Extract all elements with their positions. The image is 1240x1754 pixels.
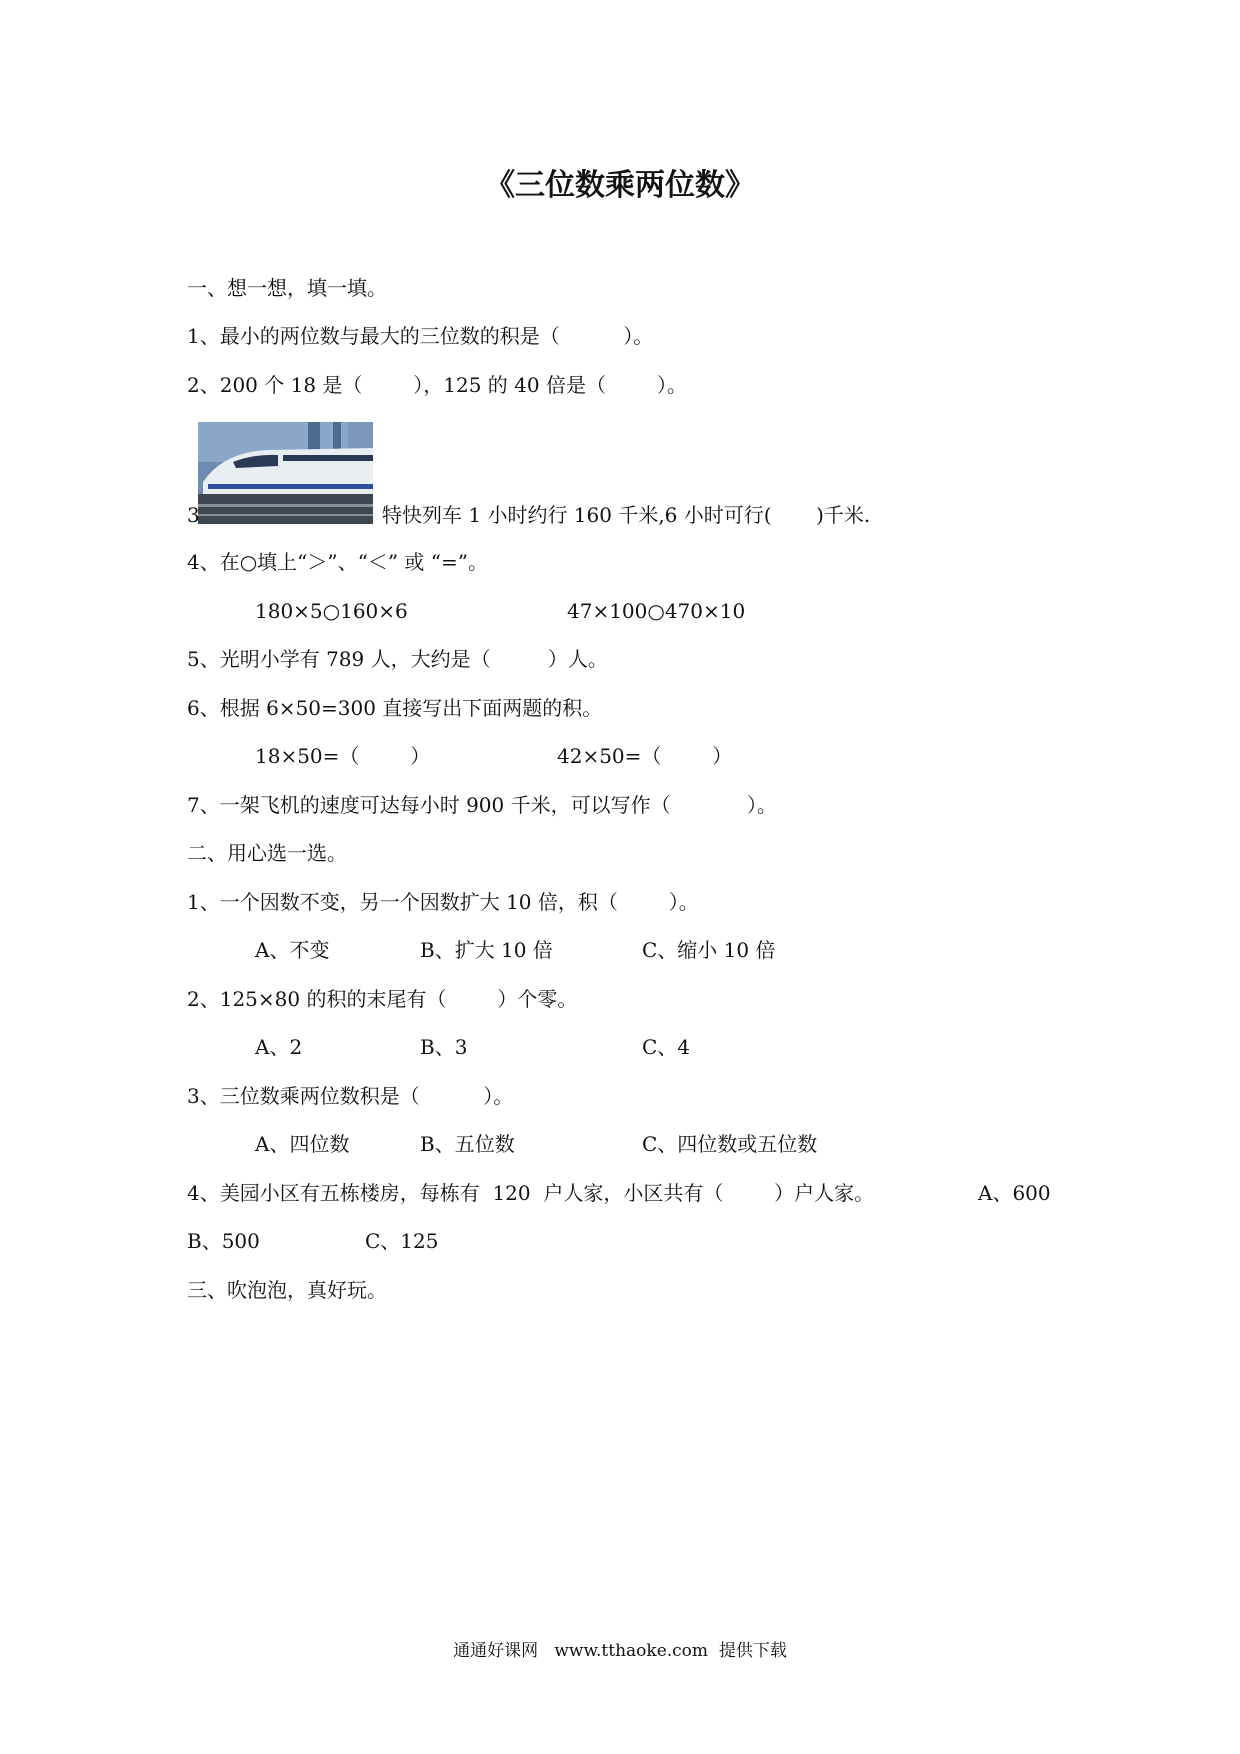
question-2-3-option-b: B、五位数: [420, 1132, 515, 1156]
question-2-4-option-b: B、500: [187, 1229, 260, 1253]
question-1-4: 4、在○填上“＞”、“＜” 或 “=”。: [187, 550, 488, 574]
question-2-4: 4、美园小区有五栋楼房，每栋有 120 户人家，小区共有（ ）户人家。: [187, 1181, 875, 1205]
train-image: [198, 422, 373, 524]
question-1-3-text: 特快列车 1 小时约行 160 千米,6 小时可行( )千米.: [382, 503, 871, 527]
question-2-2: 2、125×80 的积的末尾有（ ）个零。: [187, 987, 578, 1011]
question-2-3-option-a: A、四位数: [255, 1132, 350, 1156]
question-2-2-option-b: B、3: [420, 1035, 468, 1059]
question-2-4-option-c: C、125: [365, 1229, 439, 1253]
question-1-1: 1、最小的两位数与最大的三位数的积是（ ）。: [187, 324, 654, 348]
question-2-1-option-b: B、扩大 10 倍: [420, 938, 553, 962]
question-1-6: 6、根据 6×50=300 直接写出下面两题的积。: [187, 696, 603, 720]
section1-heading: 一、想一想，填一填。: [187, 276, 387, 300]
question-2-1-option-c: C、缩小 10 倍: [642, 938, 776, 962]
question-2-4-option-a: A、600: [978, 1181, 1051, 1205]
section3-heading: 三、吹泡泡，真好玩。: [187, 1278, 387, 1302]
page-title: 《三位数乘两位数》: [485, 168, 755, 203]
question-1-4-a: 180×5○160×6: [255, 599, 408, 623]
question-1-6-b: 42×50=（ ）: [557, 744, 733, 768]
question-1-7: 7、一架飞机的速度可达每小时 900 千米，可以写作（ ）。: [187, 793, 777, 817]
question-2-1: 1、一个因数不变，另一个因数扩大 10 倍，积（ ）。: [187, 890, 699, 914]
question-2-2-option-a: A、2: [255, 1035, 303, 1059]
question-1-5: 5、光明小学有 789 人，大约是（ ）人。: [187, 647, 608, 671]
question-1-3-number: 3: [187, 503, 200, 527]
question-1-4-b: 47×100○470×10: [567, 599, 746, 623]
section2-heading: 二、用心选一选。: [187, 841, 347, 865]
question-1-2: 2、200 个 18 是（ ），125 的 40 倍是（ ）。: [187, 373, 687, 397]
question-1-6-a: 18×50=（ ）: [255, 744, 431, 768]
bullet-train-picture: [198, 422, 373, 524]
question-2-3: 3、三位数乘两位数积是（ ）。: [187, 1084, 514, 1108]
question-2-2-option-c: C、4: [642, 1035, 691, 1059]
question-2-3-option-c: C、四位数或五位数: [642, 1132, 818, 1156]
footer-credit: 通通好课网 www.tthaoke.com 提供下载: [453, 1641, 787, 1661]
question-2-1-option-a: A、不变: [255, 938, 330, 962]
